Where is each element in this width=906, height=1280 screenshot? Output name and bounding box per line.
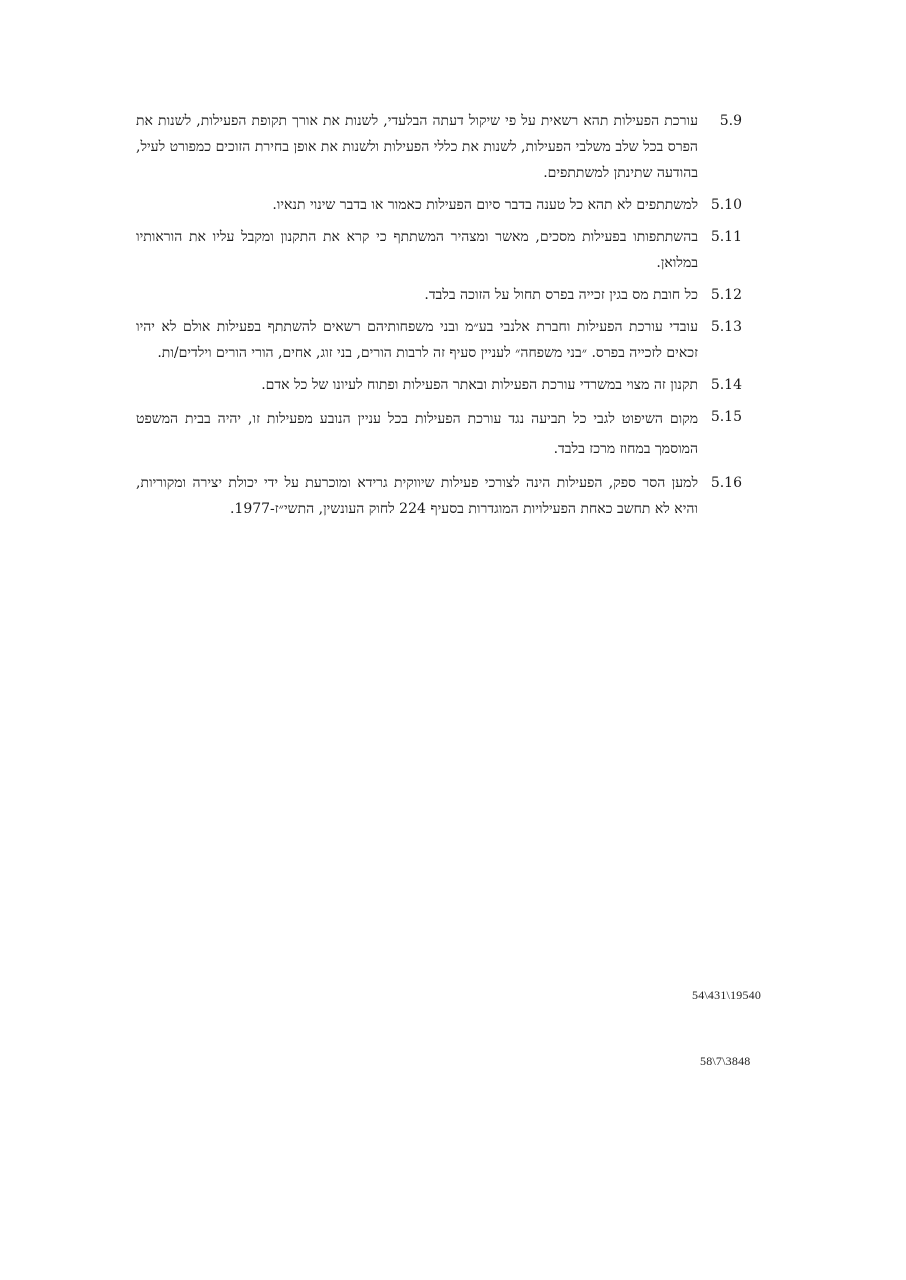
clause-5-12 — [136, 282, 742, 308]
clause-text: למען הסר ספק, הפעילות הינה לצורכי פעילות שיווקית גרידא ומוכרעת על ידי יכולת יצירה ומקוריות, והיא לא תחשב כאחת הפעילויות המוגדרות בסעיף 224 לחוק העונשין, התשי״ז-1977. — [136, 475, 698, 517]
clause-text: בהשתתפותו בפעילות מסכים, מאשר ומצהיר המשתתף כי קרא את התקנון ומקבל עליו את הוראותיו במלואן. — [136, 229, 698, 271]
clause-number: 5.12 — [710, 287, 742, 303]
clause-5-14 — [136, 372, 742, 398]
clause-5-11 — [136, 224, 742, 276]
clause-text: מקום השיפוט לגבי כל תביעה נגד עורכת הפעילות בכל עניין הנובע מפעילות זו, יהיה בבית המשפט המוסמך במחוז מרכז בלבד. — [136, 411, 698, 457]
clause-number: 5.11 — [710, 229, 742, 245]
clause-text: עורכת הפעילות תהא רשאית על פי שיקול דעתה הבלעדי, לשנות את אורך תקופת הפעילות, לשנות את הפרס בכל שלב משלבי הפעילות, לשנות את כללי הפעילות ולשנות את אופן בחירת הזוכים כמפורט לעיל, בהודעה שתינתן למשתתפים. — [136, 113, 698, 181]
clause-number: 5.14 — [710, 377, 742, 393]
clause-number: 5.10 — [710, 197, 742, 213]
clause-5-9 — [136, 108, 742, 186]
clause-text: עובדי עורכת הפעילות וחברת אלנבי בע״מ ובני משפחותיהם רשאים להשתתף בפעילות אולם לא יהיו זכאים לזכייה בפרס. ״בני משפחה״ לעניין סעיף זה לרבות הורים, בני זוג, אחים, הורי הורים וילדים/ות. — [136, 319, 698, 361]
document-reference-number: 58\7\3848 — [700, 1054, 751, 1068]
document-reference-number: 54\431\19540 — [692, 988, 762, 1002]
clause-5-13 — [136, 314, 742, 366]
clause-5-10 — [136, 192, 742, 218]
clause-number: 5.9 — [719, 113, 742, 129]
clause-number: 5.16 — [710, 475, 742, 491]
clause-text: תקנון זה מצוי במשרדי עורכת הפעילות ובאתר הפעילות ופתוח לעיונו של כל אדם. — [261, 377, 698, 393]
clause-number: 5.13 — [710, 319, 742, 335]
clause-number: 5.15 — [710, 409, 742, 425]
clause-5-15 — [136, 404, 742, 464]
clause-list — [136, 108, 742, 528]
clause-text: כל חובת מס בגין זכייה בפרס תחול על הזוכה בלבד. — [424, 287, 698, 303]
clause-5-16 — [136, 470, 742, 522]
clause-text: למשתתפים לא תהא כל טענה בדבר סיום הפעילות כאמור או בדבר שינוי תנאיו. — [272, 197, 698, 213]
